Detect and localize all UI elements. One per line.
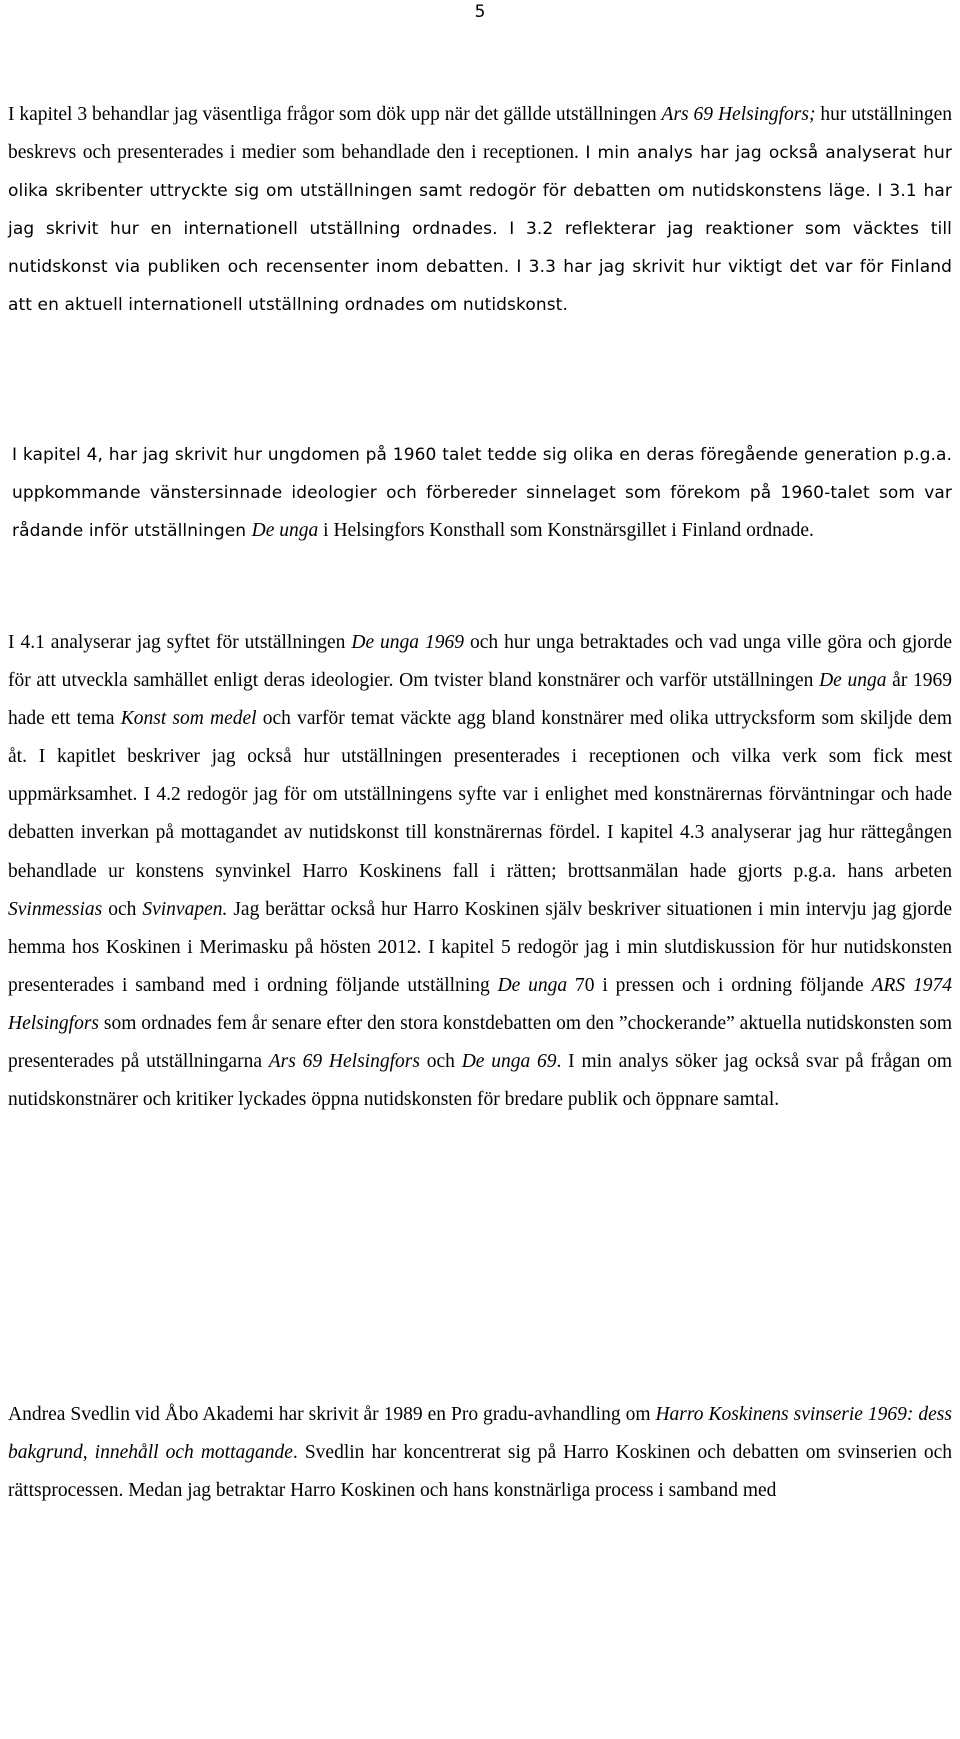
text-segment: Jag berättar också hur Harro Koskinen själv beskriver situationen i min intervju jag gjorde hemma hos Koskinen i Merimasku på hösten 2012. I kapitel 5 redogör jag i min slutdiskussion för hur nutidskonsten presenterades i samband med i ordning följande utställning — [8, 898, 953, 996]
paragraph-svedlin — [8, 1396, 952, 1510]
text-segment: och — [419, 1051, 462, 1073]
text-segment-italic: De unga — [251, 520, 319, 542]
text-segment-italic: Svinmessias — [8, 898, 103, 920]
text-segment-italic: Harro Koskinens svinserie 1969: dess bakgrund, innehåll och mottagande — [8, 1404, 952, 1464]
text-segment: och hur unga betraktades och vad unga ville göra och gjorde för att utveckla samhället enligt deras ideologier. Om tvister bland konstnärer och varför utställningen — [8, 632, 952, 692]
text-segment-italic: De unga — [497, 974, 568, 996]
text-segment: . I min analys söker jag också svar på frågan om nutidskonstnärer och kritiker lyckades öppna nutidskonsten för bredare publik och öppnare samtal. — [8, 1051, 952, 1111]
text-segment: som ordnades fem år senare efter den stora konstdebatten om den ”chockerande” aktuella nutidskonsten som presenterades på utställningarna — [8, 1012, 952, 1073]
text-segment: hur utställningen beskrevs och presenterades i medier som behandlade den i receptionen. — [8, 104, 953, 164]
text-segment: och — [102, 898, 143, 920]
text-segment-italic: Ars 69 Helsingfors — [268, 1051, 420, 1073]
paragraph-chapter-4 — [12, 436, 952, 550]
text-segment: . Svedlin har koncentrerat sig på Harro Koskinen och debatten om svinserien och rättsprocessen. Medan jag betraktar Harro Koskinen och hans konstnärliga process i samband med — [8, 1442, 952, 1502]
text-segment-italic: Ars 69 Helsingfors; — [661, 104, 816, 125]
text-segment: I kapitel 4, har jag skrivit hur ungdomen på 1960 talet tedde sig olika en deras föregående generation p.g.a. — [12, 445, 952, 465]
text-segment-italic: De unga — [819, 670, 887, 692]
text-segment: I 4.1 analyserar jag syftet för utställningen — [8, 632, 352, 653]
text-segment-italic: De unga 1969 — [351, 632, 465, 653]
text-segment: uppkommande vänstersinnade ideologier och förbereder sinnelaget som förekom på 1960-talet som var rådande inför utställningen — [12, 483, 952, 542]
text-segment-italic: Svinvapen. — [142, 898, 228, 920]
paragraph-chapter-3 — [8, 96, 952, 325]
text-segment-italic: De unga 69 — [461, 1051, 557, 1073]
text-segment-italic: Konst som medel — [120, 708, 257, 730]
page-number: 5 — [474, 2, 486, 22]
text-segment-italic: ARS 1974 Helsingfors — [8, 974, 953, 1034]
text-segment: Andrea Svedlin vid Åbo Akademi har skrivit år 1989 en Pro gradu-avhandling om — [8, 1404, 656, 1425]
text-segment: 70 i pressen och i ordning följande — [567, 974, 872, 996]
text-segment: år 1969 hade ett tema — [8, 670, 952, 730]
paragraph-chapter-4-1 — [8, 624, 952, 1119]
text-segment: och varför temat väckte agg bland konstnärer med olika uttrycksform som skiljde dem åt. I kapitlet beskriver jag också hur utställningen presenterades i receptionen och vilka verk som fick mest uppmärksamhet. I 4.2 redogör jag för om utställningens syfte var i enlighet med konstnärernas förväntningar och hade debatten inverkan på mottagandet av nutidskonst till konstnärernas fördel. I kapitel 4.3 analyserar jag hur rättegången behandlade ur konstens synvinkel Harro Koskinens fall i rätten; brottsanmälan hade gjorts p.g.a. hans arbeten — [8, 708, 953, 882]
text-segment: I kapitel 3 behandlar jag väsentliga frågor som dök upp när det gällde utställningen — [8, 104, 662, 125]
text-segment: i Helsingfors Konsthall som Konstnärsgillet i Finland ordnade. — [318, 520, 814, 542]
text-segment: I min analys har jag också analyserat hur olika skribenter uttryckte sig om utställningen samt redogör för debatten om nutidskonstens läge. I 3.1 har jag skrivit hur en internationell utställning ordnades. I 3.2 reflekterar jag reaktioner som väcktes till nutidskonst via publiken och recensenter inom debatten. I 3.3 har jag skrivit hur viktigt det var för Finland att en aktuell internationell utställning ordnades om nutidskonst. — [8, 143, 953, 316]
